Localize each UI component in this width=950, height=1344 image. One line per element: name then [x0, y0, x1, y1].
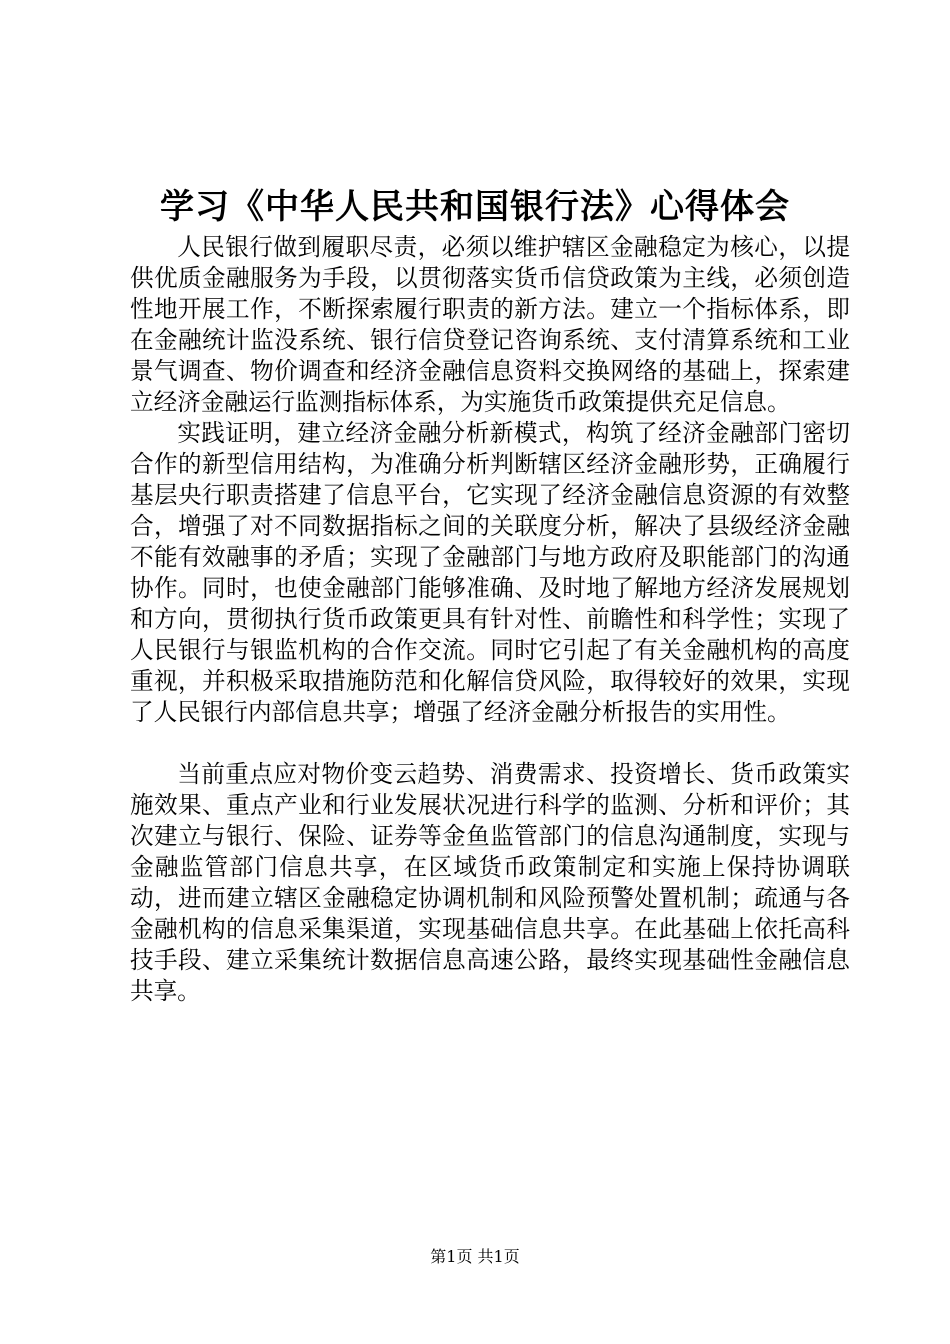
paragraph-3: 当前重点应对物价变云趋势、消费需求、投资增长、货币政策实施效果、重点产业和行业发展状况进行科学的监测、分析和评价；其次建立与银行、保险、证券等金鱼监管部门的信息沟通制度，实现与金融监管部门信息共享，在区域货币政策制定和实施上保持协调联动，进而建立辖区金融稳定协调机制和风险预警处置机制；疏通与各金融机构的信息采集渠道，实现基础信息共享。在此基础上依托高科技手段、建立采集统计数据信息高速公路，最终实现基础性金融信息共享。 [130, 760, 850, 1005]
paragraph-2: 实践证明，建立经济金融分析新模式，构筑了经济金融部门密切合作的新型信用结构，为准确分析判断辖区经济金融形势，正确履行基层央行职责搭建了信息平台，它实现了经济金融信息资源的有效整合，增强了对不同数据指标之间的关联度分析，解决了县级经济金融不能有效融事的矛盾；实现了金融部门与地方政府及职能部门的沟通协作。同时，也使金融部门能够准确、及时地了解地方经济发展规划和方向，贯彻执行货币政策更具有针对性、前瞻性和科学性；实现了人民银行与银监机构的合作交流。同时它引起了有关金融机构的高度重视，并积极采取措施防范和化解信贷风险，取得较好的效果，实现了人民银行内部信息共享；增强了经济金融分析报告的实用性。 [130, 419, 850, 726]
document-body [130, 232, 850, 1007]
paragraph-1: 人民银行做到履职尽责，必须以维护辖区金融稳定为核心，以提供优质金融服务为手段，以贯彻落实货币信贷政策为主线，必须创造性地开展工作，不断探索履行职责的新方法。建立一个指标体系，即在金融统计监没系统、银行信贷登记咨询系统、支付清算系统和工业景气调查、物价调查和经济金融信息资料交换网络的基础上，探索建立经济金融运行监测指标体系，为实施货币政策提供充足信息。 [130, 233, 850, 416]
document-title: 学习《中华人民共和国银行法》心得体会 [160, 187, 790, 227]
page-number-footer: 第1页 共1页 [430, 1247, 520, 1266]
paragraph-spacer [130, 728, 850, 759]
